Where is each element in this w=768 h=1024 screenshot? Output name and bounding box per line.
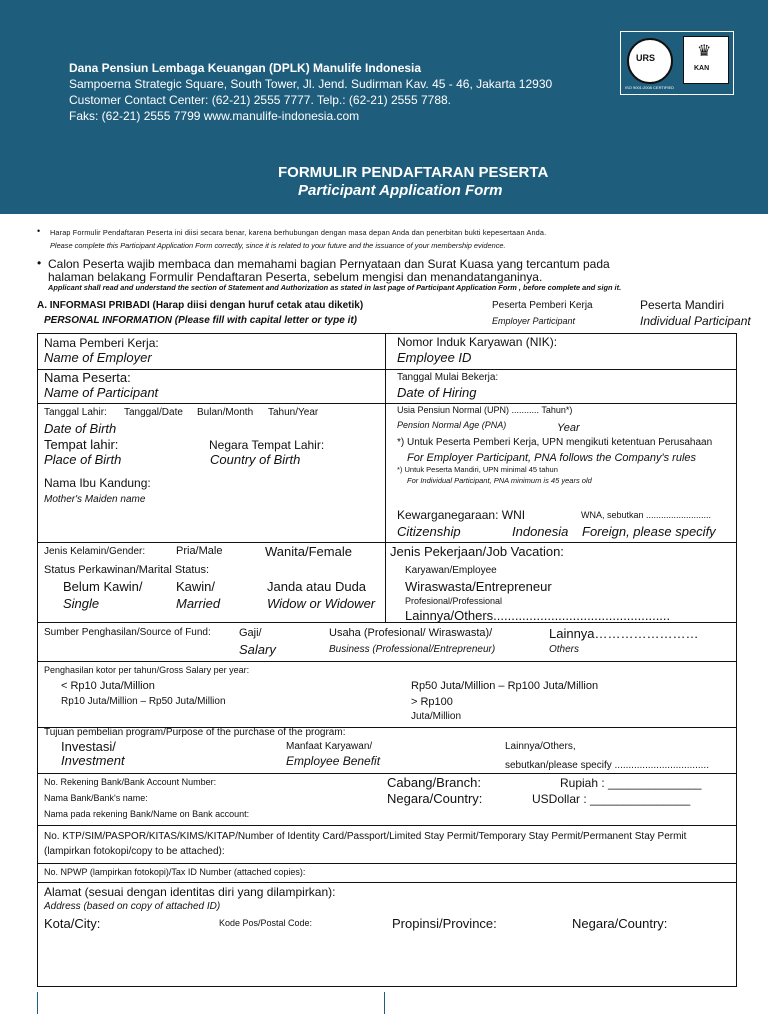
province-label[interactable]: Propinsi/Province: — [392, 916, 497, 931]
job-type-label: Jenis Pekerjaan/Job Vacation: — [390, 544, 564, 559]
marital-single-en: Single — [63, 596, 100, 611]
upn-label[interactable]: Usia Pensiun Normal (UPN) ........... Tahun*) — [397, 405, 573, 415]
company-contact: Customer Contact Center: (62-21) 2555 7777. Telp.: (62-21) 2555 7788. — [69, 93, 452, 107]
marital-married-en: Married — [176, 596, 221, 611]
upn-note-individual-en: For Individual Participant, PNA minimum is 45 years old — [407, 476, 592, 485]
employer-participant-label-en: Employer Participant — [492, 316, 576, 326]
urs-logo: URS — [627, 38, 673, 84]
city-label[interactable]: Kota/City: — [44, 916, 101, 931]
individual-participant-label-en: Individual Participant — [640, 314, 751, 328]
pob-label-en[interactable]: Place of Birth — [44, 452, 122, 467]
dob-year-label[interactable]: Tahun/Year — [268, 407, 319, 418]
citizenship-indonesia-en: Indonesia — [512, 524, 569, 539]
divider — [37, 661, 737, 662]
dob-month-label[interactable]: Bulan/Month — [197, 407, 254, 418]
citizenship-wna-option[interactable]: WNA, sebutkan .......................... — [581, 510, 712, 520]
job-employee-option[interactable]: Karyawan/Employee — [405, 565, 497, 576]
purpose-benefit-en: Employee Benefit — [286, 754, 381, 768]
purpose-benefit-option[interactable]: Manfaat Karyawan/ — [286, 741, 373, 752]
fund-salary-option[interactable]: Gaji/ — [239, 627, 262, 639]
bullet-icon: • — [37, 226, 41, 236]
employee-id-label-en[interactable]: Employee ID — [397, 350, 472, 365]
mother-name-label: Nama Ibu Kandung: — [44, 476, 151, 490]
divider — [37, 863, 737, 864]
column-divider — [385, 333, 386, 623]
margin-mark — [37, 992, 38, 1014]
id-number-label[interactable]: No. KTP/SIM/PASPOR/KITAS/KIMS/KITAP/Number of Identity Card/Passport/Limited Stay Permit/Temporary Stay Permit/Permanent Stay Permit — [44, 831, 687, 842]
marital-widow-en: Widow or Widower — [267, 596, 376, 611]
upn-year-label: Year — [557, 422, 580, 434]
form-title-en: Participant Application Form — [298, 182, 503, 199]
divider — [37, 773, 737, 774]
employer-participant-label[interactable]: Peserta Pemberi Kerja — [492, 300, 593, 311]
income-option-4-unit: Juta/Million — [411, 711, 462, 722]
dob-label: Tanggal Lahir: — [44, 407, 107, 418]
cob-label-en[interactable]: Country of Birth — [210, 452, 301, 467]
gender-male-option[interactable]: Pria/Male — [176, 545, 223, 557]
company-address: Sampoerna Strategic Square, South Tower, Jl. Jend. Sudirman Kav. 45 - 46, Jakarta 12930 — [69, 77, 553, 91]
marital-status-label: Status Perkawinan/Marital Status: — [44, 564, 210, 576]
divider — [37, 542, 737, 543]
note-2-id-line-2: halaman belakang Formulir Pendaftaran Peserta, sebelum mengisi dan menandatanganinya. — [48, 270, 543, 284]
mother-name-label-en[interactable]: Mother's Maiden name — [44, 494, 146, 505]
income-option-3[interactable]: Rp50 Juta/Million – Rp100 Juta/Million — [411, 680, 599, 692]
postal-code-label[interactable]: Kode Pos/Postal Code: — [219, 918, 313, 928]
pob-label: Tempat lahir: — [44, 437, 119, 452]
bank-holder-label[interactable]: Nama pada rekening Bank/Name on Bank account: — [44, 809, 250, 819]
purpose-others-specify[interactable]: sebutkan/please specify .................................. — [505, 760, 709, 771]
dob-date-label[interactable]: Tanggal/Date — [124, 407, 183, 418]
citizenship-label-en: Citizenship — [397, 524, 461, 539]
fund-source-label: Sumber Penghasilan/Source of Fund: — [44, 627, 211, 638]
purpose-others-option[interactable]: Lainnya/Others, — [505, 741, 576, 752]
income-option-4[interactable]: > Rp100 — [411, 696, 453, 708]
employer-name-label: Nama Pemberi Kerja: — [44, 336, 159, 350]
marital-married-option[interactable]: Kawin/ — [176, 579, 216, 594]
logo-caption: ISO 9001:2008 CERTIFIED — [625, 85, 675, 90]
job-others-option[interactable]: Lainnya/Others................................................. — [405, 608, 671, 623]
note-2-id-line-1: Calon Peserta wajib membaca dan memahami bagian Pernyataan dan Surat Kuasa yang tercantum pada — [48, 257, 610, 271]
note-1-en: Please complete this Participant Application Form correctly, since it is related to your future and the issuance of your membership evidence. — [50, 241, 506, 250]
margin-mark — [384, 992, 385, 1014]
kan-logo: ♛ KAN — [683, 36, 729, 84]
address-label-en: Address (based on copy of attached ID) — [44, 901, 221, 912]
purpose-label: Tujuan pembelian program/Purpose of the purchase of the program: — [44, 727, 346, 738]
certification-logos — [620, 31, 734, 95]
upn-note-individual: *) Untuk Peserta Mandiri, UPN minimal 45 tahun — [397, 465, 558, 474]
currency-rupiah-option[interactable]: Rupiah : ______________ — [560, 776, 702, 790]
job-entrepreneur-option[interactable]: Wiraswasta/Entrepreneur — [405, 579, 552, 594]
divider — [37, 882, 737, 883]
section-a-title-id: A. INFORMASI PRIBADI (Harap diisi dengan huruf cetak atau diketik) — [37, 300, 364, 311]
job-professional-option[interactable]: Profesional/Professional — [405, 596, 503, 606]
dob-label-en: Date of Birth — [44, 421, 117, 436]
divider — [37, 369, 737, 370]
crown-icon: ♛ — [697, 43, 712, 60]
header-band — [0, 0, 768, 214]
hire-date-label-en[interactable]: Date of Hiring — [397, 385, 477, 400]
hire-date-label: Tanggal Mulai Bekerja: — [397, 372, 499, 383]
fund-salary-en: Salary — [239, 642, 276, 657]
citizenship-foreign-en: Foreign, please specify — [582, 524, 716, 539]
divider — [37, 825, 737, 826]
individual-participant-label[interactable]: Peserta Mandiri — [640, 298, 725, 312]
form-title-id: FORMULIR PENDAFTARAN PESERTA — [278, 164, 549, 181]
gross-income-label: Penghasilan kotor per tahun/Gross Salary per year: — [44, 665, 250, 675]
employee-id-label: Nomor Induk Karyawan (NIK): — [397, 335, 558, 349]
gender-label: Jenis Kelamin/Gender: — [44, 546, 146, 557]
gender-female-option[interactable]: Wanita/Female — [265, 544, 352, 559]
purpose-investment-option[interactable]: Investasi/ — [61, 739, 116, 754]
fund-business-option[interactable]: Usaha (Profesional/ Wiraswasta)/ — [329, 627, 493, 639]
section-a-title-en: PERSONAL INFORMATION (Please fill with capital letter or type it) — [44, 315, 358, 326]
income-option-1[interactable]: < Rp10 Juta/Million — [61, 680, 155, 692]
fund-others-option[interactable]: Lainnya…………………… — [549, 626, 699, 641]
company-name: Dana Pensiun Lembaga Keuangan (DPLK) Manulife Indonesia — [69, 61, 422, 75]
purpose-investment-en: Investment — [61, 753, 125, 768]
fund-others-en: Others — [549, 644, 580, 655]
fund-business-en: Business (Professional/Entrepreneur) — [329, 644, 496, 655]
employer-name-label-en[interactable]: Name of Employer — [44, 350, 152, 365]
participant-name-label: Nama Peserta: — [44, 370, 131, 385]
currency-usdollar-option[interactable]: USDollar : _______________ — [532, 792, 691, 806]
npwp-label[interactable]: No. NPWP (lampirkan fotokopi)/Tax ID Number (attached copies): — [44, 867, 306, 877]
bank-branch-label[interactable]: Cabang/Branch: — [387, 775, 481, 790]
bank-country-label[interactable]: Negara/Country: — [387, 791, 483, 806]
address-country-label[interactable]: Negara/Country: — [572, 916, 668, 931]
participant-name-label-en[interactable]: Name of Participant — [44, 385, 159, 400]
note-1-id: Harap Formulir Pendaftaran Peserta ini diisi secara benar, karena berhubungan dengan masa depan Anda dan penerbitan bukti kepesertaan Anda. — [50, 228, 547, 237]
id-attach-note: (lampirkan fotokopi/copy to be attached): — [44, 846, 225, 857]
bullet-icon: • — [37, 256, 42, 270]
address-label[interactable]: Alamat (sesuai dengan identitas diri yang dilampirkan): — [44, 885, 336, 899]
cob-label: Negara Tempat Lahir: — [209, 438, 325, 452]
bank-name-label[interactable]: Nama Bank/Bank's name: — [44, 793, 148, 803]
marital-widow-option[interactable]: Janda atau Duda — [267, 579, 367, 594]
company-fax: Faks: (62-21) 2555 7799 www.manulife-indonesia.com — [69, 109, 360, 123]
citizenship-wni-option[interactable]: Kewarganegaraan: WNI — [397, 508, 526, 522]
note-2-en: Applicant shall read and understand the section of Statement and Authorization as stated in last page of Participant Application Form , before complete and sign it. — [48, 283, 622, 292]
bank-account-label[interactable]: No. Rekening Bank/Bank Account Number: — [44, 777, 217, 787]
divider — [37, 403, 737, 404]
upn-note-employer: *) Untuk Peserta Pemberi Kerja, UPN mengikuti ketentuan Perusahaan — [397, 437, 713, 448]
upn-note-employer-en: For Employer Participant, PNA follows the Company's rules — [407, 452, 697, 464]
income-option-2[interactable]: Rp10 Juta/Million – Rp50 Juta/Million — [61, 696, 226, 707]
marital-single-option[interactable]: Belum Kawin/ — [63, 579, 143, 594]
upn-label-en: Pension Normal Age (PNA) — [397, 420, 507, 430]
